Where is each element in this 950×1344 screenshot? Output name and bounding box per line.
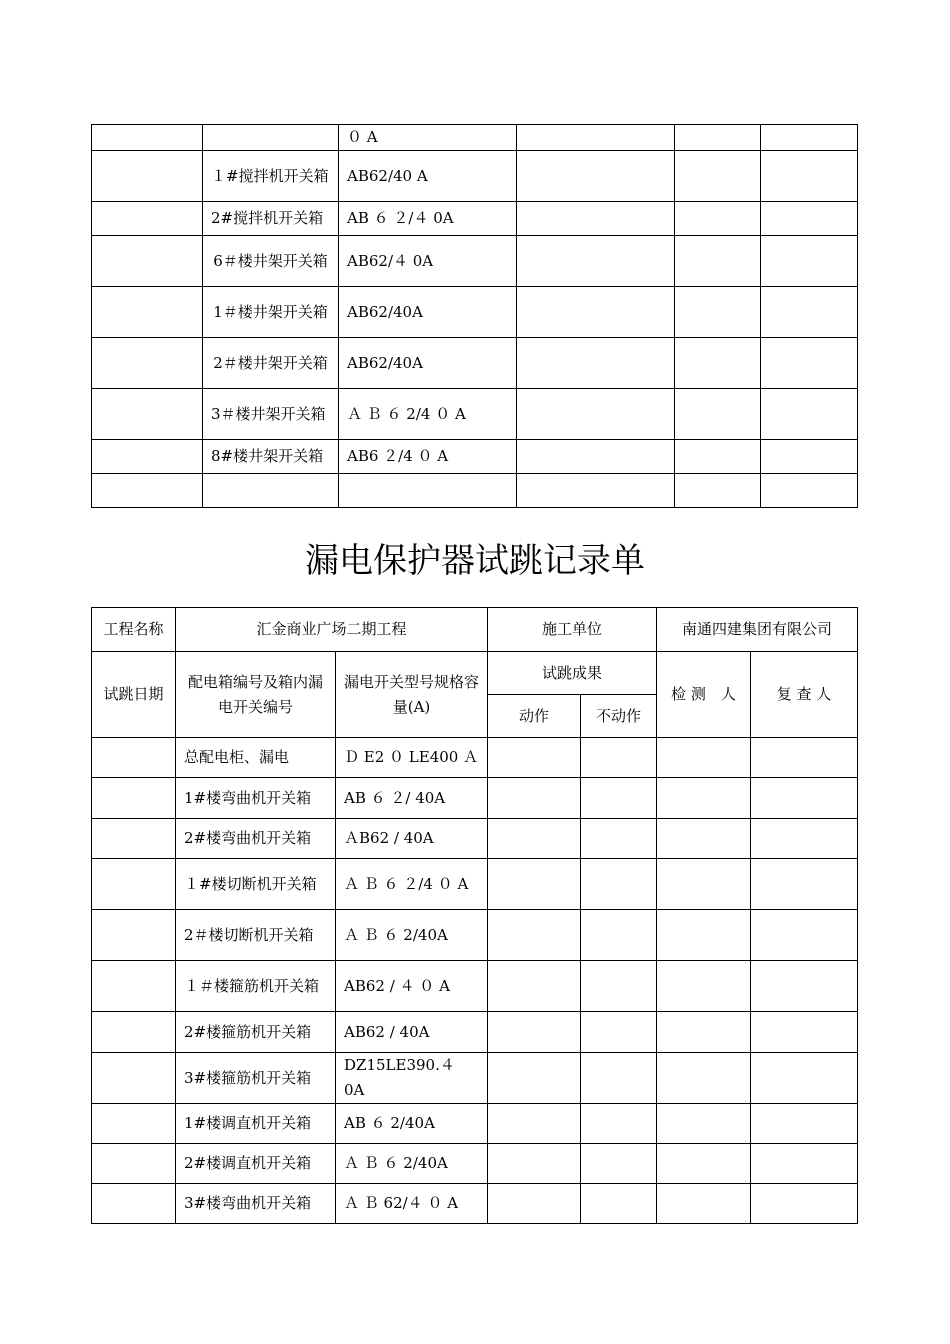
box-cell: 8#楼井架开关箱 <box>203 440 339 474</box>
table-row <box>92 1184 858 1224</box>
table-row <box>92 819 858 859</box>
model-cell: AB62/４ 0A <box>339 236 517 287</box>
box-cell: 3＃楼井架开关箱 <box>203 389 339 440</box>
table-row <box>92 338 858 389</box>
box-cell: 3#楼弯曲机开关箱 <box>176 1184 336 1224</box>
contractor-name: 南通四建集团有限公司 <box>657 608 858 652</box>
box-cell: １＃楼箍筋机开关箱 <box>176 961 336 1012</box>
model-cell: DZ15LE390.４ 0A <box>336 1053 488 1104</box>
reviewer-header: 复 查 人 <box>751 652 858 738</box>
table-row <box>92 202 858 236</box>
contractor-label: 施工单位 <box>488 608 657 652</box>
table-row <box>92 236 858 287</box>
table-row <box>92 910 858 961</box>
table-row <box>92 1053 858 1104</box>
model-header: 漏电开关型号规格容量(A) <box>336 652 488 738</box>
box-cell: １#楼切断机开关箱 <box>176 859 336 910</box>
model-cell: AB ６ ２/ 40A <box>336 778 488 819</box>
table-row <box>92 287 858 338</box>
box-cell <box>203 474 339 508</box>
model-cell <box>339 474 517 508</box>
box-cell: 3#楼箍筋机开关箱 <box>176 1053 336 1104</box>
action-header: 动作 <box>488 695 581 738</box>
record-table <box>91 607 858 1224</box>
table-row <box>92 125 858 151</box>
header-row <box>92 608 858 652</box>
table-row <box>92 1012 858 1053</box>
model-cell: AB62/40A <box>339 287 517 338</box>
box-cell: 总配电柜、漏电 <box>176 738 336 778</box>
table-row <box>92 151 858 202</box>
model-cell: Ａ Ｂ ６ 2/40A <box>336 910 488 961</box>
model-cell: ＡB62 / 40A <box>336 819 488 859</box>
model-cell: Ａ Ｂ ６ 2/40A <box>336 1144 488 1184</box>
box-cell: 2#搅拌机开关箱 <box>203 202 339 236</box>
table-row <box>92 1104 858 1144</box>
box-cell: 1#楼弯曲机开关箱 <box>176 778 336 819</box>
model-cell: AB6 ２/4 ０ A <box>339 440 517 474</box>
box-cell: 2＃楼切断机开关箱 <box>176 910 336 961</box>
table-row <box>92 859 858 910</box>
date-header: 试跳日期 <box>92 652 176 738</box>
page-title: 漏电保护器试跳记录单 <box>305 541 645 581</box>
table-row <box>92 474 858 508</box>
table-row <box>92 778 858 819</box>
model-cell: AB ６ ２/４ 0A <box>339 202 517 236</box>
box-cell: 2＃楼井架开关箱 <box>203 338 339 389</box>
box-header: 配电箱编号及箱内漏电开关编号 <box>176 652 336 738</box>
model-cell: AB62 / 40A <box>336 1012 488 1053</box>
box-cell: 2#楼弯曲机开关箱 <box>176 819 336 859</box>
table-row <box>92 738 858 778</box>
model-cell: Ａ Ｂ ６ ２/4 ０ A <box>336 859 488 910</box>
model-cell: AB62 / ４ ０ A <box>336 961 488 1012</box>
inspector-header: 检 测 人 <box>657 652 751 738</box>
model-cell: Ａ Ｂ ６ 2/4 ０ A <box>339 389 517 440</box>
continuation-table <box>91 124 858 508</box>
model-cell: AB ６ 2/40A <box>336 1104 488 1144</box>
box-cell: 1#楼调直机开关箱 <box>176 1104 336 1144</box>
table-row <box>92 389 858 440</box>
table-row <box>92 961 858 1012</box>
project-label: 工程名称 <box>92 608 176 652</box>
table-row <box>92 440 858 474</box>
model-cell: ０ A <box>339 125 517 151</box>
project-name: 汇金商业广场二期工程 <box>176 608 488 652</box>
box-cell <box>203 125 339 151</box>
box-cell: 2#楼调直机开关箱 <box>176 1144 336 1184</box>
table-row <box>92 1144 858 1184</box>
noaction-header: 不动作 <box>581 695 657 738</box>
model-cell: AB62/40 A <box>339 151 517 202</box>
box-cell: 2#楼箍筋机开关箱 <box>176 1012 336 1053</box>
model-cell: AB62/40A <box>339 338 517 389</box>
box-cell: 6＃楼井架开关箱 <box>203 236 339 287</box>
column-header-row <box>92 652 858 695</box>
result-header: 试跳成果 <box>488 652 657 695</box>
model-cell: Ｄ E2 ０ LE400 Ａ <box>336 738 488 778</box>
box-cell: 1＃楼井架开关箱 <box>203 287 339 338</box>
model-cell: Ａ Ｂ 62/４ ０ A <box>336 1184 488 1224</box>
box-cell: １#搅拌机开关箱 <box>203 151 339 202</box>
